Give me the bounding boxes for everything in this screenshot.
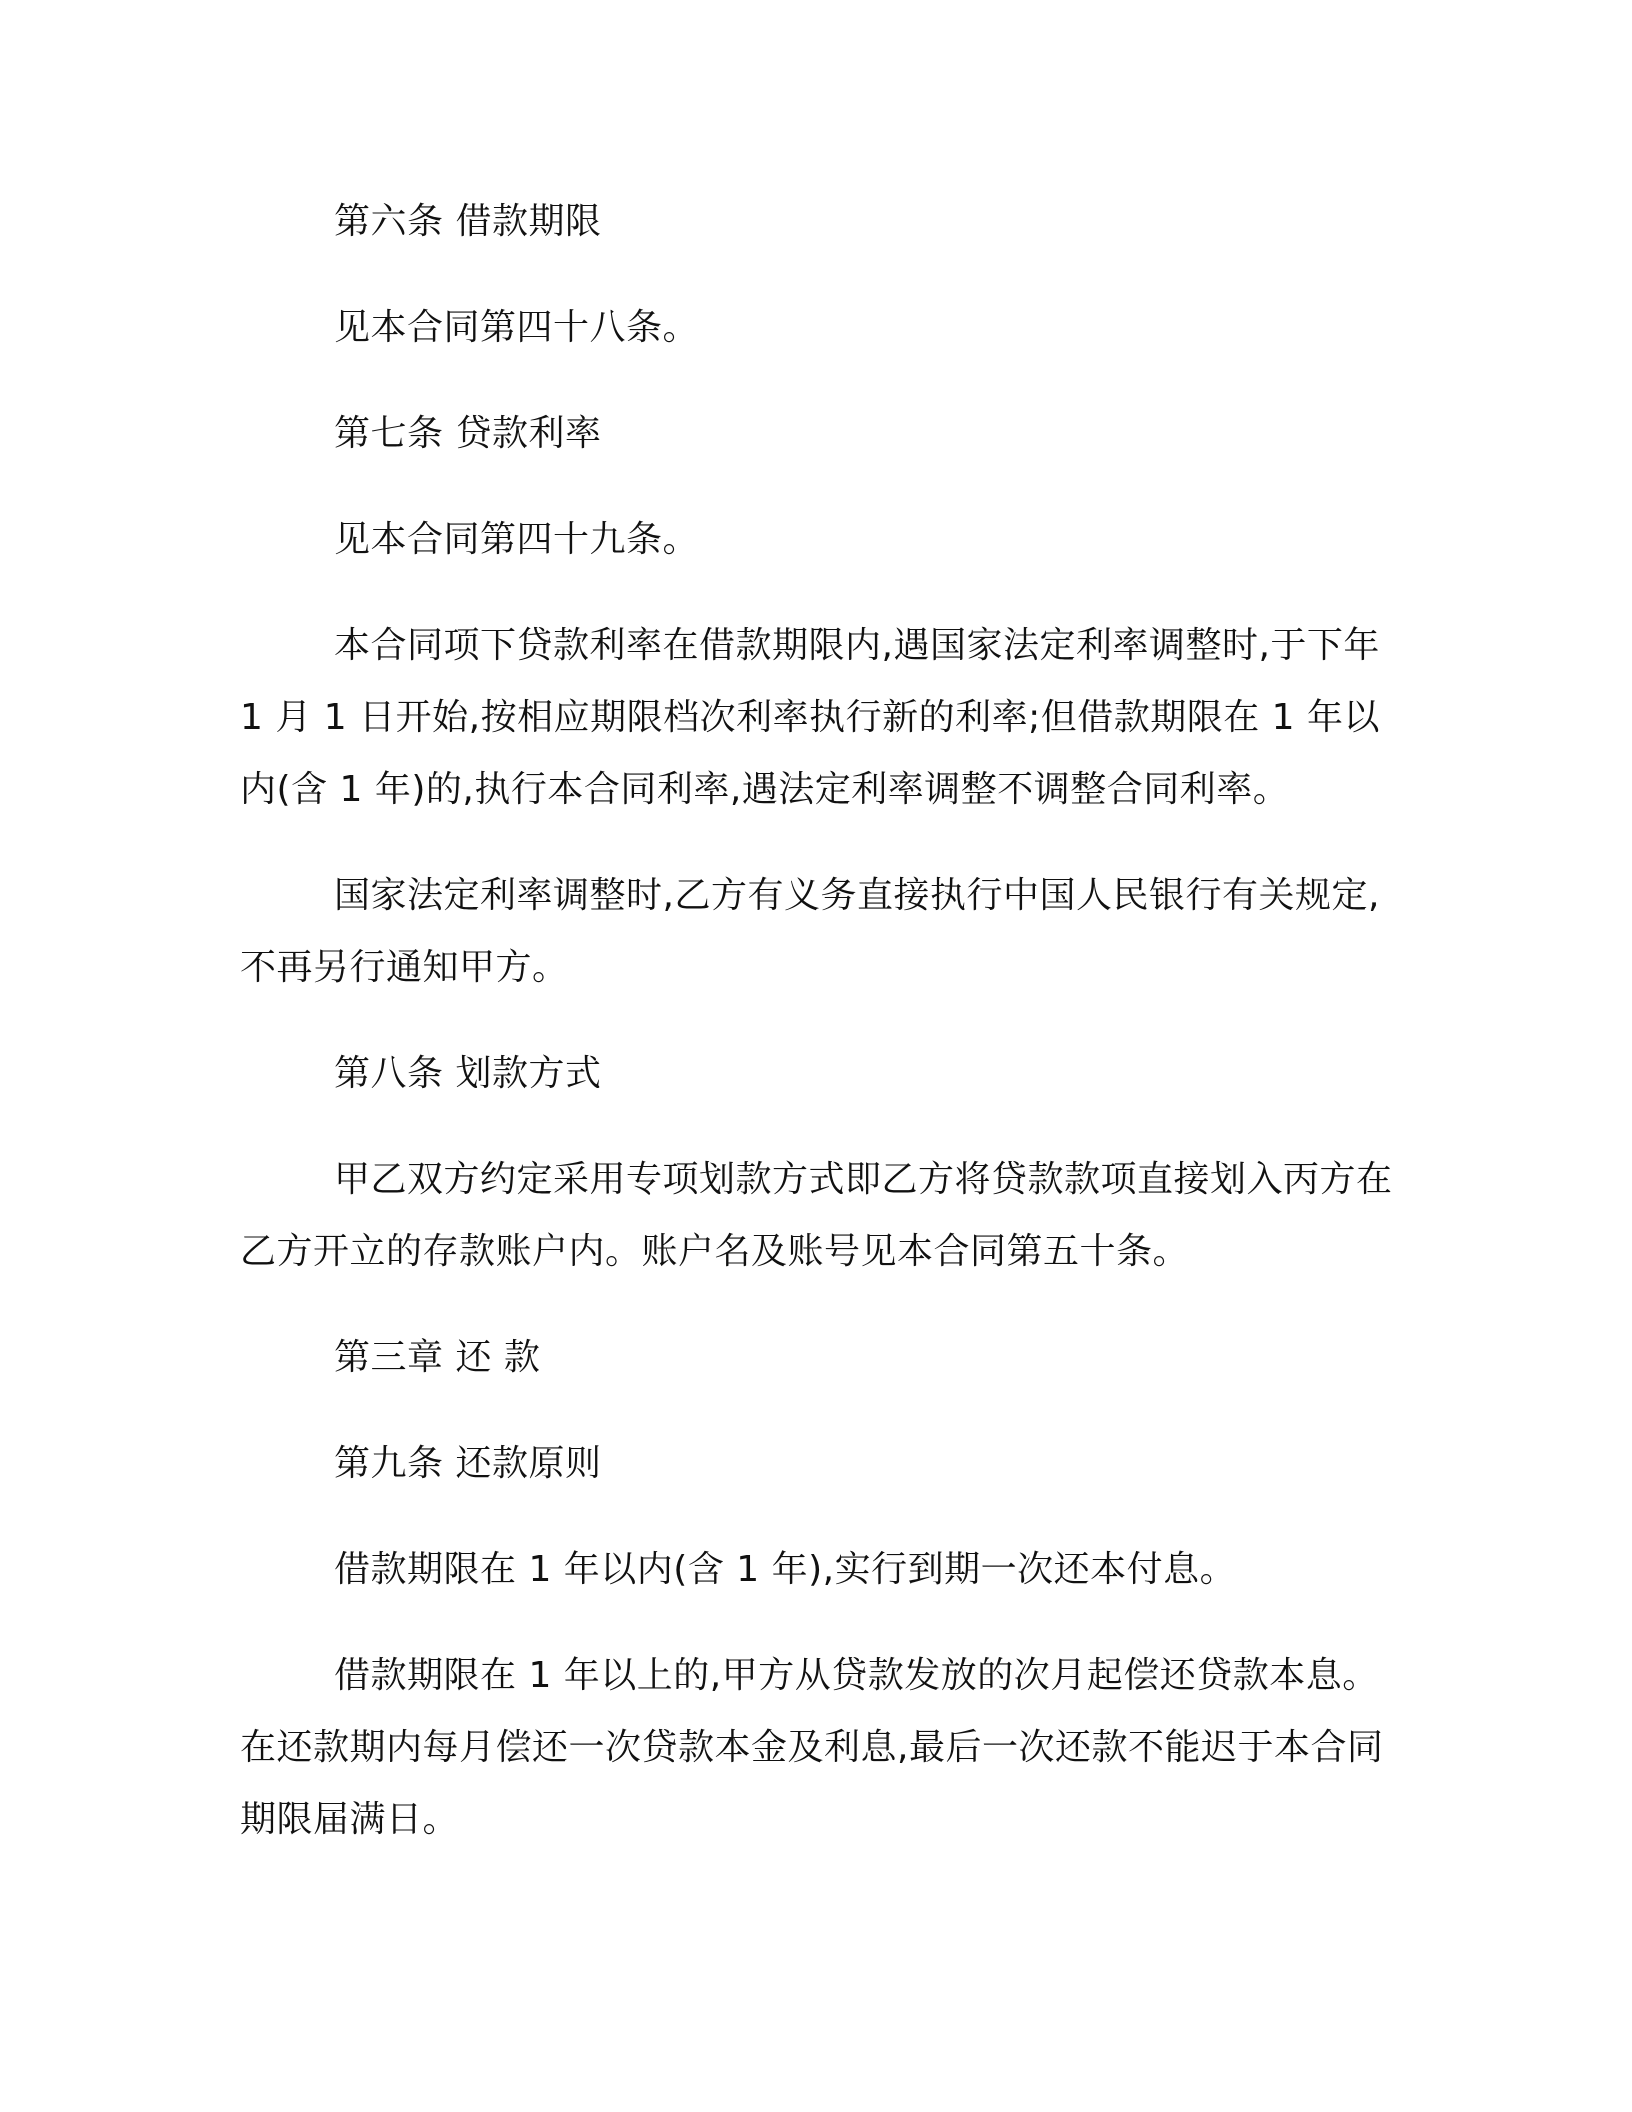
- article-6-text: 见本合同第四十八条。: [334, 307, 700, 348]
- article-6-heading: 第六条 借款期限: [334, 201, 602, 242]
- document-body: [240, 186, 1400, 1890]
- short-term-repayment-paragraph: 借款期限在 1 年以内(含 1 年),实行到期一次还本付息。: [334, 1549, 1237, 1590]
- article-7-text: 见本合同第四十九条。: [334, 519, 700, 560]
- interest-adjustment-paragraph: 本合同项下贷款利率在借款期限内,遇国家法定利率调整时,于下年 1 月 1 日开始,按相应期限档次利率执行新的利率;但借款期限在 1 年以内(含 1 年)的,执行本合同利率,遇法定利率调整不调整合同利率。: [240, 625, 1381, 810]
- transfer-method-paragraph: 甲乙双方约定采用专项划款方式即乙方将贷款款项直接划入丙方在乙方开立的存款账户内。账户名及账号见本合同第五十条。: [240, 1159, 1393, 1272]
- long-term-repayment-paragraph: 借款期限在 1 年以上的,甲方从贷款发放的次月起偿还贷款本息。在还款期内每月偿还一次贷款本金及利息,最后一次还款不能迟于本合同期限届满日。: [240, 1655, 1384, 1840]
- article-9-heading: 第九条 还款原则: [334, 1443, 602, 1484]
- article-7-heading: 第七条 贷款利率: [334, 413, 602, 454]
- chapter-3-heading: 第三章 还 款: [334, 1337, 541, 1378]
- article-8-heading: 第八条 划款方式: [334, 1053, 602, 1094]
- statutory-rate-paragraph: 国家法定利率调整时,乙方有义务直接执行中国人民银行有关规定,不再另行通知甲方。: [240, 875, 1380, 988]
